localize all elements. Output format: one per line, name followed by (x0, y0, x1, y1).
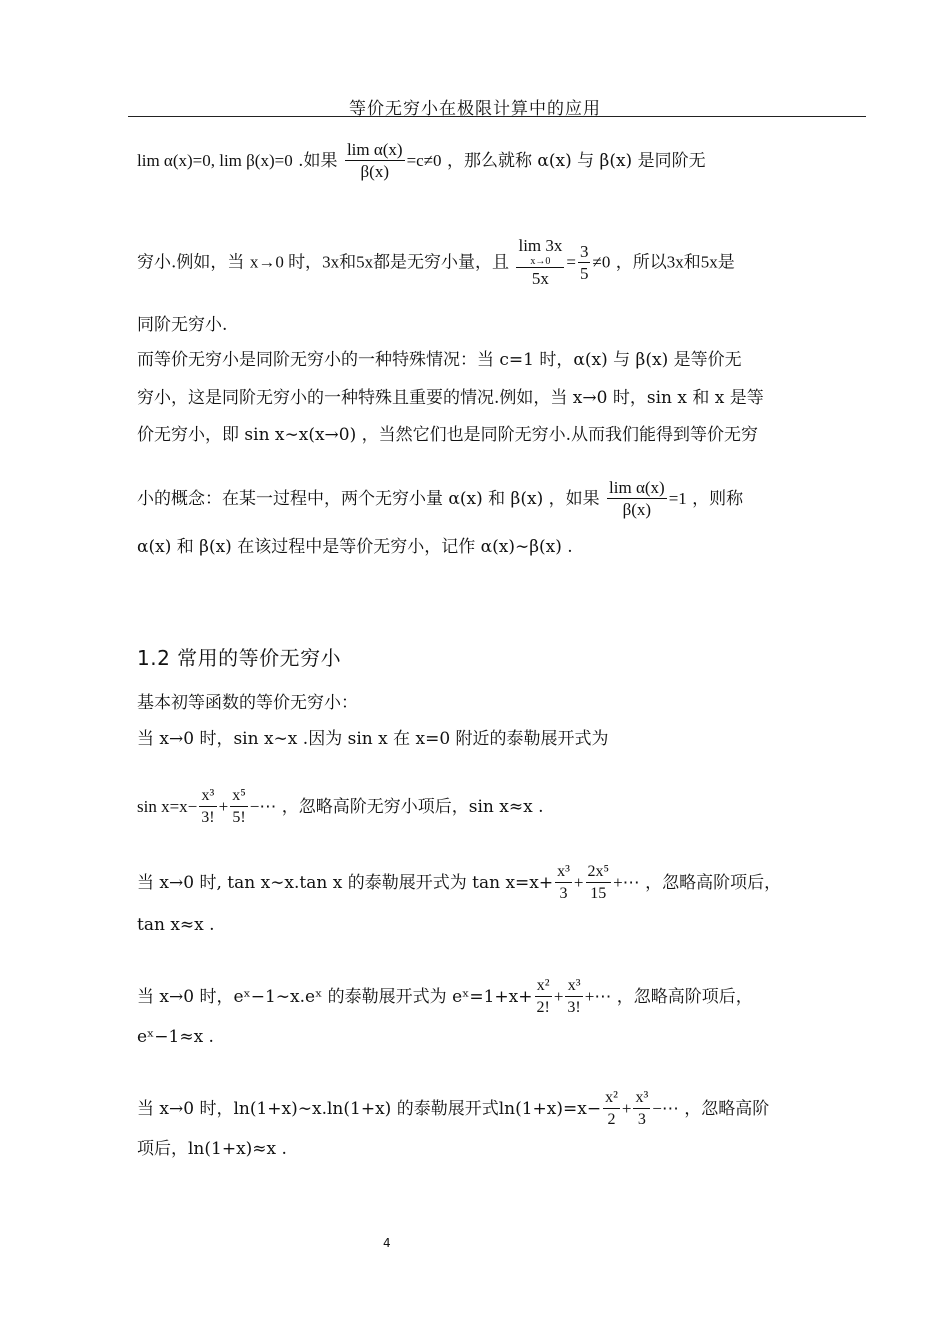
text-run: 当 x→0 时，eˣ−1∼x.eˣ 的泰勒展开式为 eˣ=1+x+ (137, 987, 533, 1007)
text-run: ，忽略高阶无穷小项后，sin x≈x . (276, 797, 544, 817)
math-run: +⋯ (584, 987, 612, 1006)
fraction-numerator: x³ (565, 976, 582, 997)
fraction-numerator (516, 236, 564, 268)
formula-tan (137, 862, 781, 905)
fraction-denominator: 3! (567, 999, 581, 1016)
math-run: + (218, 797, 229, 816)
section-heading: 1.2 常用的等价无穷小 (137, 646, 342, 670)
math-run: −⋯ (249, 797, 277, 816)
text-run: 小的概念：在某一过程中，两个无穷小量 α(x) 和 β(x) ，如果 (137, 489, 606, 509)
text-run: 穷小.例如，当 (137, 252, 250, 273)
formula-exp (137, 976, 753, 1019)
fraction (516, 236, 564, 290)
text-run: =1 (668, 489, 687, 508)
body-line-6: 价无穷小，即 sin x∼x(x→0) ，当然它们也是同阶无穷小.从而我们能得到等价无穷 (137, 425, 759, 445)
limit-expression: lim 3x (518, 236, 563, 255)
fraction (578, 242, 591, 285)
running-header: 等价无穷小在极限计算中的应用 (349, 99, 601, 119)
fraction-numerator: x⁵ (230, 786, 248, 807)
body-line-8: α(x) 和 β(x) 在该过程中是等价无穷小，记作 α(x)∼β(x) . (137, 537, 573, 557)
math-run: 3x (666, 252, 684, 272)
fraction (555, 862, 572, 905)
limit-subscript: x→0 (530, 256, 551, 267)
math-run: + (573, 873, 584, 892)
formula-exp-result: eˣ−1≈x . (137, 1027, 214, 1047)
formula-sin (137, 786, 544, 829)
fraction-denominator: 2 (607, 1111, 616, 1128)
fraction-numerator: lim α(x) (346, 140, 403, 159)
fraction-denominator: β(x) (622, 500, 652, 519)
fraction-numerator: x³ (199, 786, 216, 807)
text-run: ，那么就称 α(x) 与 β(x) 是同阶无 (441, 151, 706, 171)
fraction-denominator: 5x (531, 269, 549, 288)
text-run: ，则称 (686, 489, 744, 509)
text-run: 和 (339, 252, 357, 273)
fraction-denominator: 3 (559, 885, 568, 902)
fraction-numerator: 2x⁵ (586, 862, 612, 883)
text-run: 都是无穷小量，且 (373, 252, 515, 273)
fraction-numerator: x² (535, 976, 552, 997)
header-rule (128, 116, 866, 117)
math-run: sin x=x− (137, 797, 198, 816)
fraction-denominator: 2! (536, 999, 550, 1016)
body-line-2 (137, 236, 735, 290)
body-line-9: 基本初等函数的等价无穷小： (137, 693, 358, 713)
math-run: 5x (356, 252, 374, 272)
text-run: 是 (717, 252, 735, 273)
text-run: ，忽略高阶 (678, 1099, 770, 1119)
formula-ln (137, 1088, 769, 1131)
body-line-5: 穷小，这是同阶无穷小的一种特殊且重要的情况.例如，当 x→0 时，sin x 和 x 是等 (137, 388, 764, 408)
fraction-denominator: 5! (232, 809, 246, 826)
fraction-denominator: 15 (590, 885, 607, 902)
text-run: ，忽略高阶项后， (611, 987, 753, 1007)
text-run: =c≠0 (406, 151, 442, 170)
fraction (230, 786, 248, 829)
body-line-3: 同阶无穷小. (137, 315, 228, 335)
text-run: lim α(x)=0, lim β(x)=0 (137, 151, 293, 170)
math-run: + (621, 1099, 632, 1118)
text-run: = (566, 252, 576, 272)
math-run: + (553, 987, 564, 1006)
body-line-1 (137, 140, 706, 183)
page-number: 4 (383, 1236, 391, 1250)
fraction-numerator: lim α(x) (609, 478, 665, 497)
math-run: 3x (322, 252, 340, 272)
fraction (603, 1088, 620, 1131)
fraction-denominator: 3! (201, 809, 215, 826)
text-run: 和 (683, 252, 701, 273)
fraction (607, 478, 667, 521)
body-line-4: 而等价无穷小是同阶无穷小的一种特殊情况：当 c=1 时，α(x) 与 β(x) 是等价无 (137, 350, 742, 370)
body-line-7 (137, 478, 743, 521)
text-run: ≠0 (592, 252, 611, 272)
text-run: 当 x→0 时, tan x∼x.tan x 的泰勒展开式为 tan x=x+ (137, 873, 554, 893)
formula-tan-result: tan x≈x . (137, 915, 215, 935)
fraction (633, 1088, 650, 1131)
math-run: −⋯ (652, 1099, 679, 1118)
text-run: ，所以 (610, 252, 667, 273)
math-run: x→0 (249, 252, 289, 272)
fraction (199, 786, 216, 829)
text-run: ，忽略高阶项后， (639, 873, 782, 893)
text-run: .如果 (292, 151, 343, 171)
fraction (586, 862, 612, 905)
fraction-denominator: β(x) (360, 162, 389, 181)
fraction-denominator: 5 (579, 263, 589, 283)
math-run: 5x (700, 252, 718, 272)
formula-ln-result: 项后，ln(1+x)≈x . (137, 1139, 287, 1159)
text-run: 时， (288, 252, 323, 273)
text-run: 当 x→0 时，ln(1+x)∼x.ln(1+x) 的泰勒展开式ln(1+x)=x− (137, 1099, 602, 1119)
fraction (535, 976, 552, 1019)
fraction-numerator: x³ (633, 1088, 650, 1109)
fraction (565, 976, 582, 1019)
fraction-numerator: x³ (555, 862, 572, 883)
fraction (345, 140, 405, 183)
fraction-numerator: 3 (579, 241, 589, 261)
body-line-10: 当 x→0 时，sin x∼x .因为 sin x 在 x=0 附近的泰勒展开式为 (137, 729, 609, 749)
fraction-denominator: 3 (637, 1111, 646, 1128)
fraction-numerator: x² (603, 1088, 620, 1109)
math-run: +⋯ (613, 873, 640, 892)
